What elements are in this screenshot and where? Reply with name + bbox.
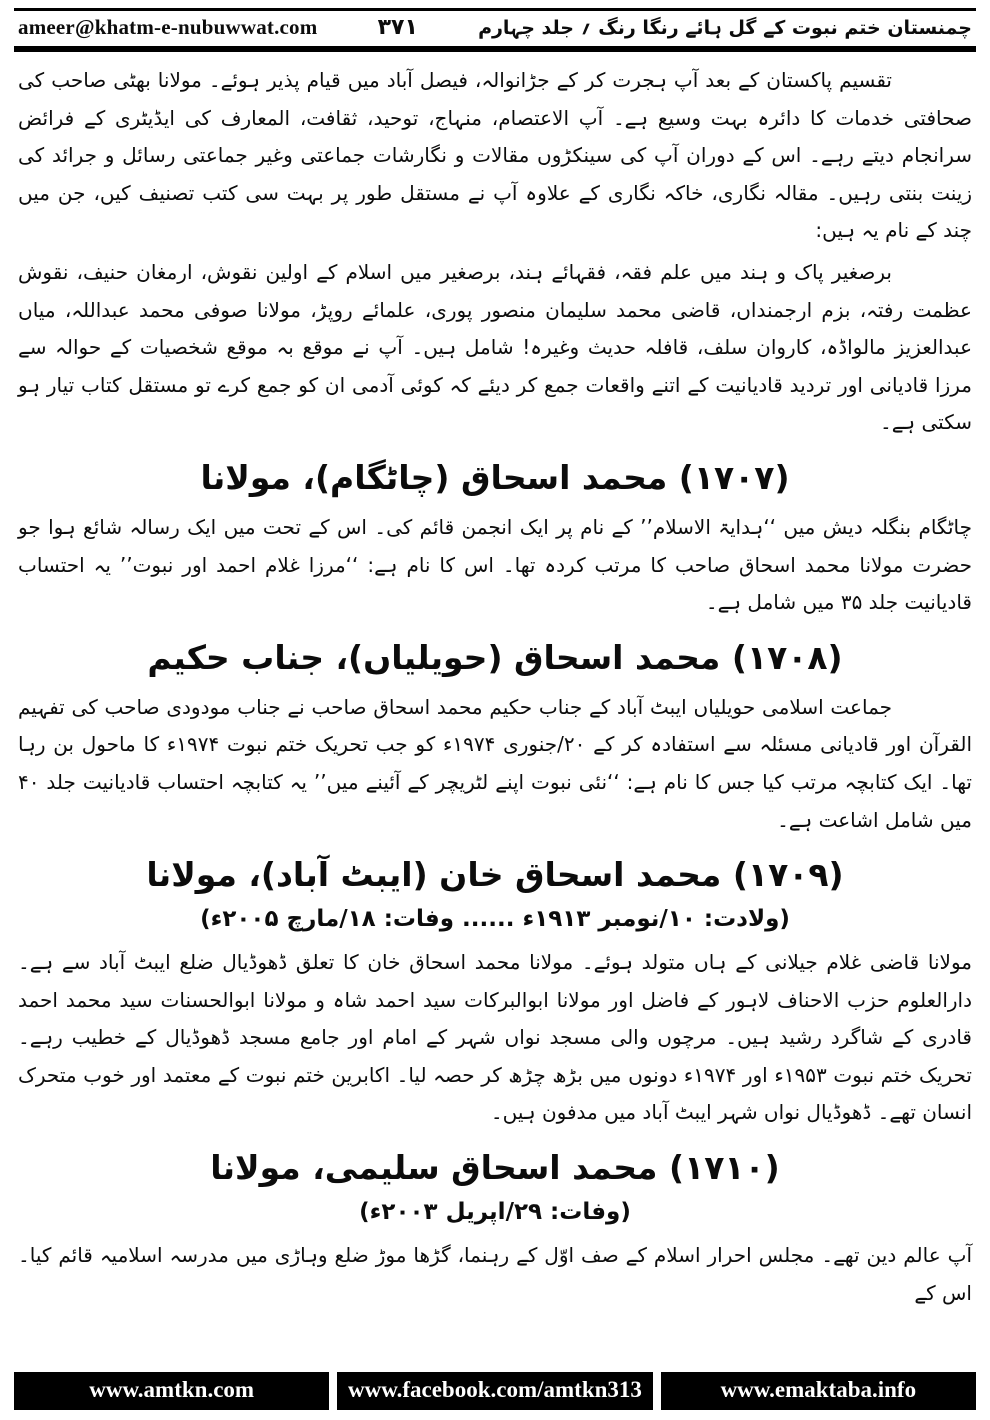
entry-heading-1709: (۱۷۰۹) محمد اسحاق خان (ایبٹ آباد)، مولانا [146,855,844,895]
entry-dates-1710: (وفات: ۲۹/اپریل ۲۰۰۳ء) [359,1199,631,1226]
page-number: ۳۷۱ [377,15,418,40]
page-footer [14,1372,976,1410]
entry-heading-1708: (۱۷۰۸) محمد اسحاق (حویلیاں)، جناب حکیم [147,637,843,677]
page-body [14,52,976,1364]
paragraph-entry-1710: آپ عالم دین تھے۔ مجلس احرار اسلام کے صف اوّل کے رہنما، گڑھا موڑ ضلع وہاڑی میں مدرسہ اسلامیہ قائم کیا۔ اس کے [18,1243,972,1305]
entry-heading-1707: (۱۷۰۷) محمد اسحاق (چاٹگام)، مولانا [200,457,790,497]
paragraph-biography-1: تقسیم پاکستان کے بعد آپ ہجرت کر کے جڑانوالہ، فیصل آباد میں قیام پذیر ہوئے۔ مولانا بھٹی صاحب کی صحافتی خدمات کا دائرہ بہت وسیع ہے۔ آپ الاعتصام، منہاج، توحید، ثقافت، المعارف کی ایڈیٹری کے فرائض سرانجام دیتے رہے۔ اس کے دوران آپ کی سینکڑوں مقالات و نگارشات جماعتی وغیر جماعتی رسائل و جرائد کی زینت بنتی رہیں۔ مقالہ نگاری، خاکہ نگاری کے علاوہ آپ نے مستقل طور پر بہت سی کتب تصنیف کیں، جن میں چند کے نام یہ ہیں: [18,68,972,243]
paragraph-entry-1707: چاٹگام بنگلہ دیش میں ‘‘ہدایۃ الاسلام’’ کے نام پر ایک انجمن قائم کی۔ اس کے تحت میں ایک رسالہ شائع ہوا جو حضرت مولانا محمد اسحاق صاحب کا مرتب کردہ تھا۔ اس کا نام ہے: ‘‘مرزا غلام احمد اور نبوت’’ یہ احتساب قادیانیت جلد ۳۵ میں شامل ہے۔ [18,514,972,615]
page-header [14,8,976,52]
footer-url-facebook: www.facebook.com/amtkn313 [337,1372,652,1410]
entry-heading-1710: (۱۷۱۰) محمد اسحاق سلیمی، مولانا [210,1148,780,1188]
footer-url-emaktaba: www.emaktaba.info [661,1372,976,1410]
book-title: چمنستان ختم نبوت کے گل ہائے رنگا رنگ ؍ جلد چہارم [478,16,972,39]
paragraph-entry-1708: جماعت اسلامی حویلیاں ایبٹ آباد کے جناب حکیم محمد اسحاق صاحب نے جناب مودودی صاحب کی تفہیم القرآن اور قادیانی مسئلہ سے استفادہ کر کے ۲۰/جنوری ۱۹۷۴ء کو جب تحریک ختم نبوت ۱۹۷۴ء کا ماحول بن رہا تھا۔ ایک کتابچہ مرتب کیا جس کا نام ہے: ‘‘نئی نبوت اپنے لٹریچر کے آئینے میں’’ یہ کتابچہ احتساب قادیانیت جلد ۴۰ میں شامل اشاعت ہے۔ [18,694,973,832]
header-email: ameer@khatm-e-nubuwwat.com [18,15,318,39]
paragraph-entry-1709: مولانا قاضی غلام جیلانی کے ہاں متولد ہوئے۔ مولانا محمد اسحاق خان کا تعلق ڈھوڈیال ضلع ایبٹ آباد سے ہے۔ دارالعلوم حزب الاحناف لاہور کے فاضل اور مولانا ابوالبرکات سید احمد شاہ و مولانا ابوالحسنات سید محمد احمد قادری کے شاگرد رشید ہیں۔ مرچوں والی مسجد نواں شہر کے امام اور جامع مسجد ڈھوڈیال کے خطیب رہے۔ تحریک ختم نبوت ۱۹۵۳ء اور ۱۹۷۴ء دونوں میں بڑھ چڑھ کر حصہ لیا۔ اکابرین ختم نبوت کے معتمد اور خوب متحرک انسان تھے۔ ڈھوڈیال نواں شہر ایبٹ آباد میں مدفون ہیں۔ [18,950,972,1125]
paragraph-biography-2: برصغیر پاک و ہند میں علم فقہ، فقہائے ہند، برصغیر میں اسلام کے اولین نقوش، ارمغان حنیف، نقوش عظمت رفتہ، بزم ارجمنداں، قاضی محمد سلیمان منصور پوری، علمائے روپڑ، مولانا صوفی محمد عبداللہ، میاں عبدالعزیز مالواڈہ، کاروان سلف، قافلہ حدیث وغیرہ! شامل ہیں۔ آپ نے موقع بہ موقع شخصیات کے حوالہ سے مرزا قادیانی اور تردید قادیانیت کے اتنے واقعات جمع کر دیئے کہ کوئی آدمی ان کو جمع کرے تو مستقل کتاب تیار ہو سکتی ہے۔ [18,259,973,435]
entry-dates-1709: (ولادت: ۱۰/نومبر ۱۹۱۳ء ...... وفات: ۱۸/مارچ ۲۰۰۵ء) [200,906,790,933]
footer-url-amtkn: www.amtkn.com [14,1372,329,1410]
